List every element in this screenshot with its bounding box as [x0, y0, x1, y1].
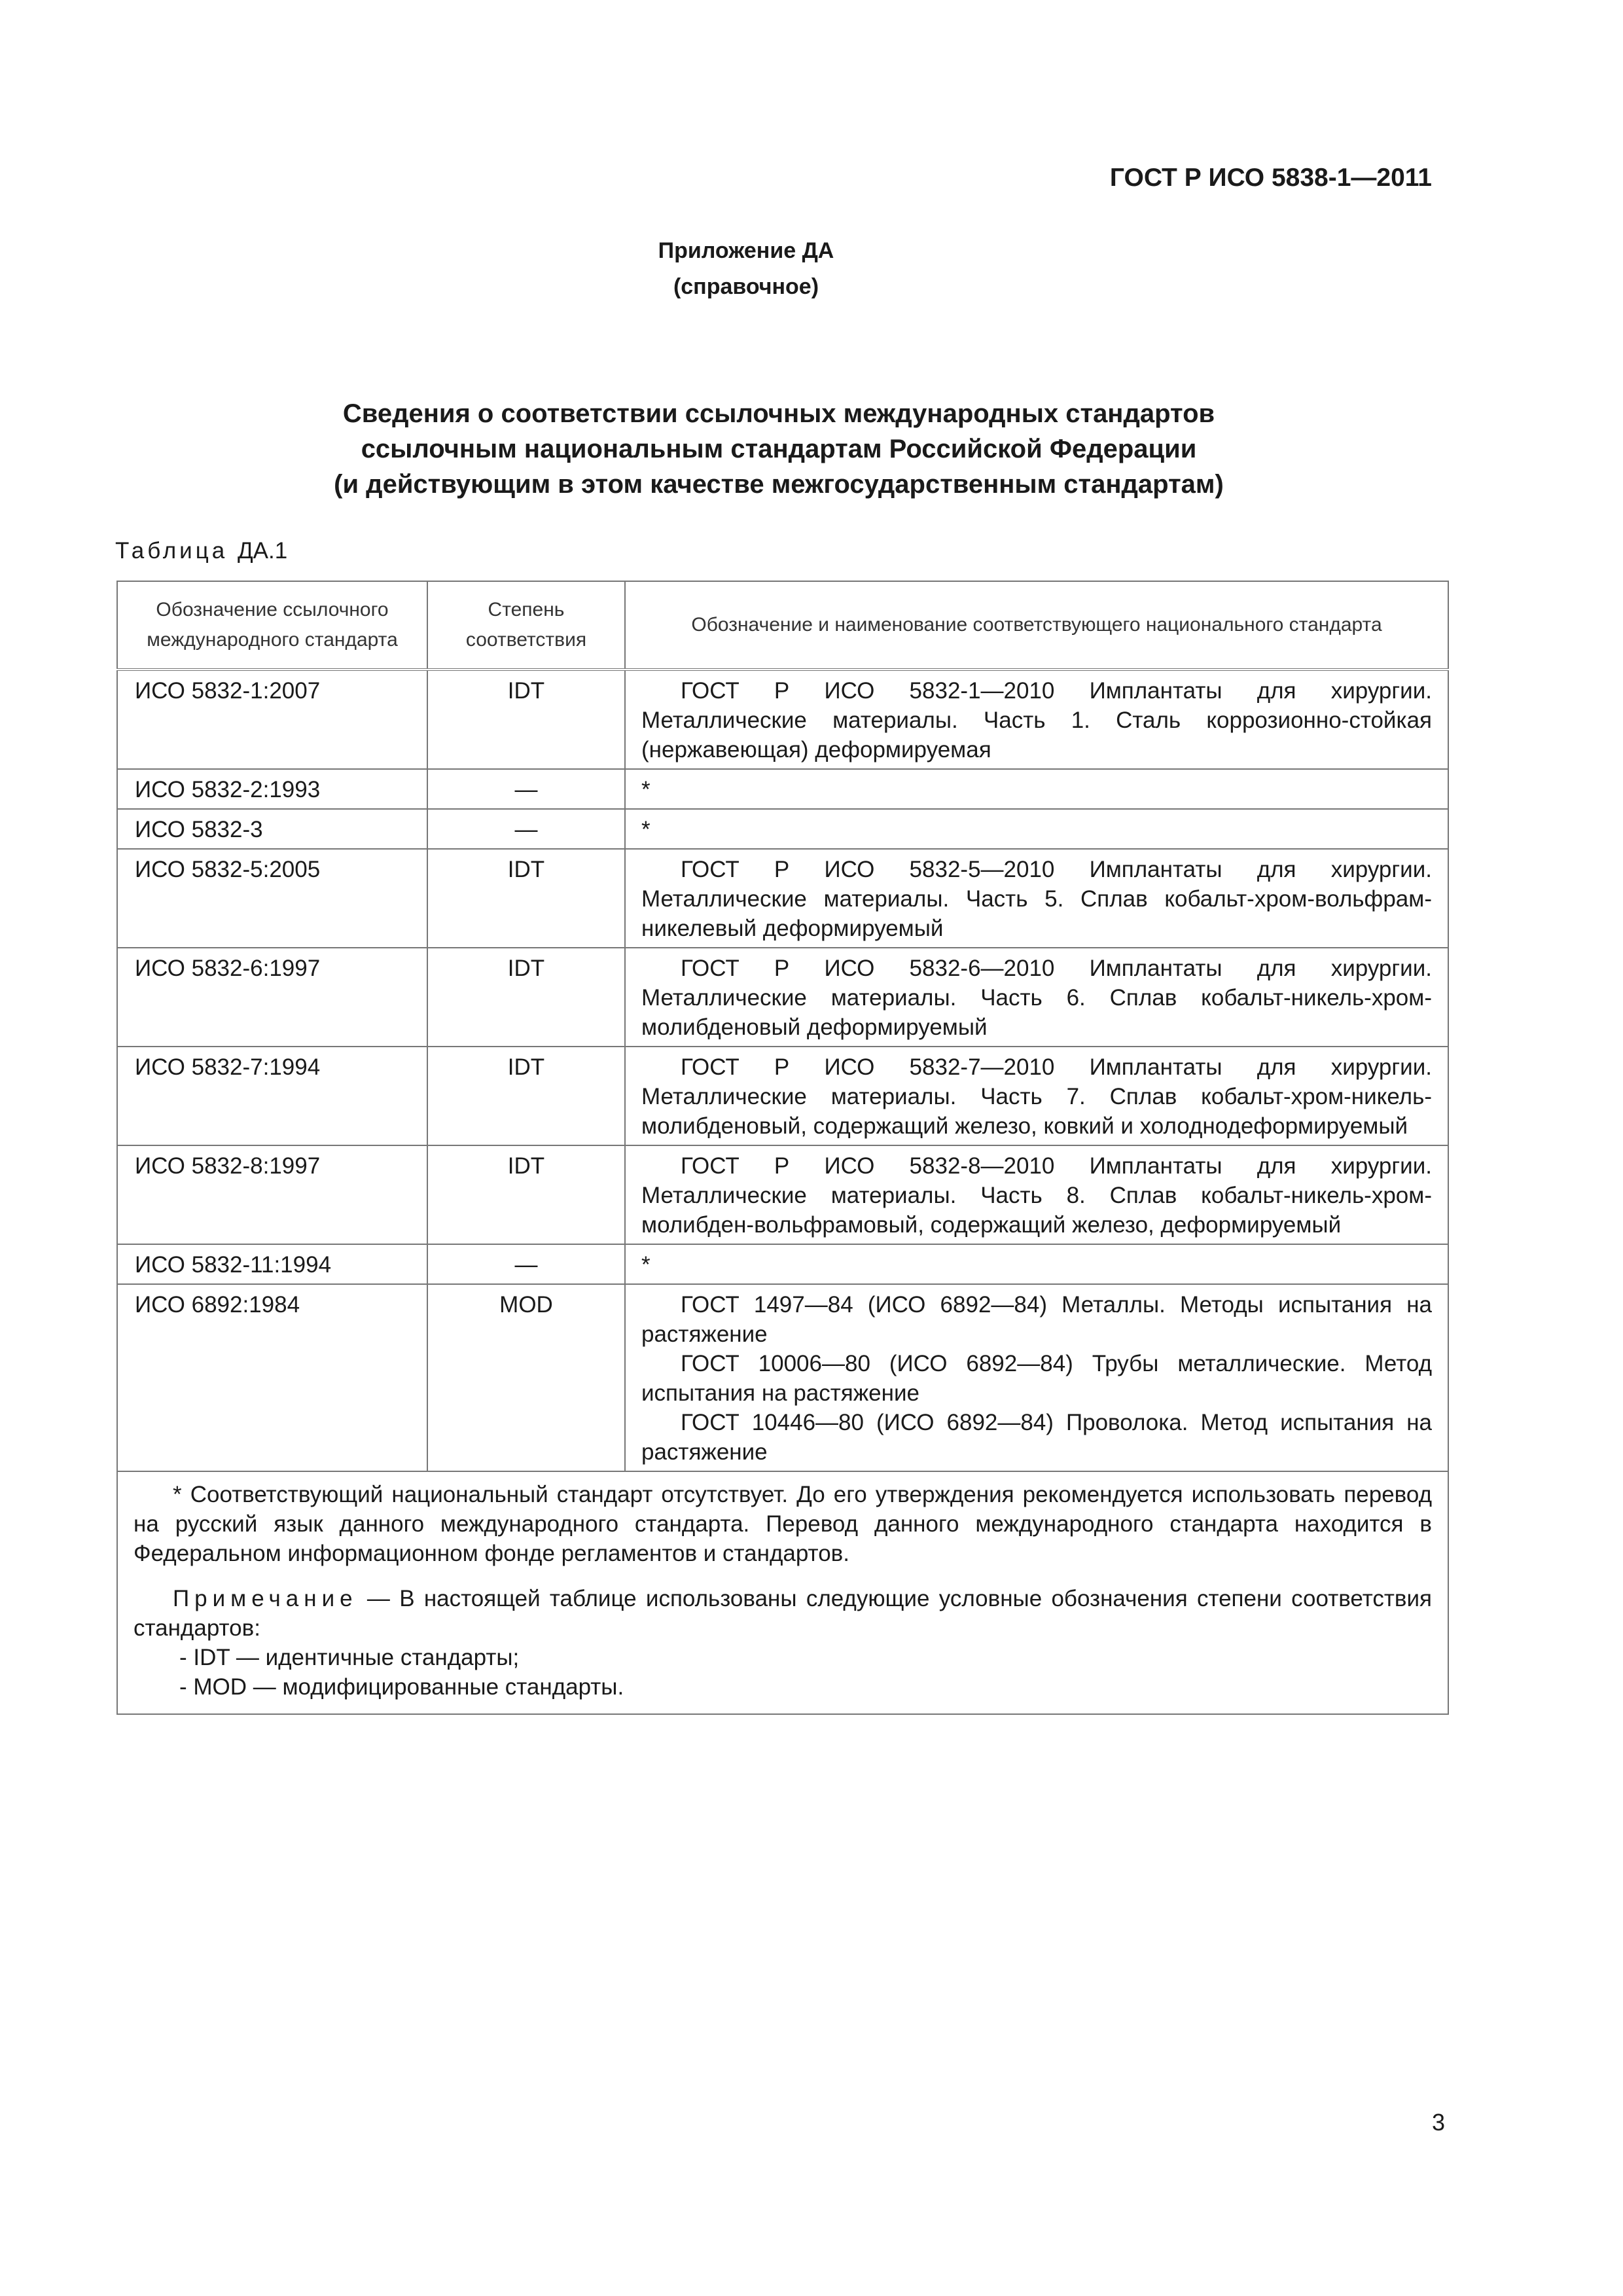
national-standard-cell: *	[625, 1244, 1448, 1284]
note-text: — В настоящей таблице использованы следующие условные обозначения степени соответствия стандартов:	[134, 1586, 1432, 1641]
intl-standard-cell: ИСО 5832-11:1994	[117, 1244, 427, 1284]
table-caption-number: ДА.1	[237, 538, 288, 564]
degree-cell: —	[427, 1244, 625, 1284]
national-standard-cell	[625, 849, 1448, 948]
intl-standard-cell: ИСО 5832-7:1994	[117, 1047, 427, 1145]
intl-standard-cell: ИСО 5832-6:1997	[117, 948, 427, 1047]
national-standard-cell	[625, 948, 1448, 1047]
national-standard-text: ГОСТ Р ИСО 5832-1—2010 Имплантаты для хирургии. Металлические материалы. Часть 1. Сталь коррозионно-стойкая (нержавеющая) деформируемая	[641, 678, 1432, 762]
header-intl-line-1: Обозначение ссылочного	[156, 599, 389, 620]
national-standard-cell: *	[625, 809, 1448, 849]
degree-cell: IDT	[427, 670, 625, 769]
intl-standard-cell: ИСО 5832-8:1997	[117, 1145, 427, 1244]
correspondence-table	[116, 581, 1449, 1715]
table-row	[117, 670, 1448, 769]
degree-cell: MOD	[427, 1284, 625, 1471]
section-title-line-3: (и действующим в этом качестве межгосударственным стандартам)	[334, 470, 1224, 499]
note-word: Примечание	[173, 1586, 358, 1611]
table-row	[117, 1284, 1448, 1471]
page-number: 3	[1431, 2109, 1445, 2136]
header-intl-standard	[117, 581, 427, 670]
note	[134, 1584, 1432, 1643]
table-footer-row	[117, 1471, 1448, 1714]
table-row	[117, 1047, 1448, 1145]
footnote: * Соответствующий национальный стандарт отсутствует. До его утверждения рекомендуется использовать перевод на русский язык данного международного стандарта. Перевод данного международного стандарта находится в Федеральном информационном фонде регламентов и стандартов.	[134, 1482, 1432, 1566]
degree-cell: IDT	[427, 948, 625, 1047]
national-standard-text: ГОСТ Р ИСО 5832-8—2010 Имплантаты для хирургии. Металлические материалы. Часть 8. Сплав кобальт-никель-хром-молибден-вольфрамовый, содержащий железо, деформируемый	[641, 1153, 1432, 1238]
degree-cell: IDT	[427, 1047, 625, 1145]
appendix-title: Приложение ДА	[658, 238, 834, 263]
header-intl-line-2: международного стандарта	[147, 629, 398, 651]
document-code: ГОСТ Р ИСО 5838-1—2011	[1109, 164, 1432, 192]
intl-standard-cell: ИСО 5832-3	[117, 809, 427, 849]
header-degree-line-1: Степень	[488, 599, 565, 620]
table-caption	[115, 538, 287, 564]
table-row	[117, 809, 1448, 849]
national-standard-text: ГОСТ Р ИСО 5832-6—2010 Имплантаты для хирургии. Металлические материалы. Часть 6. Сплав кобальт-никель-хром-молибденовый деформируемый	[641, 956, 1432, 1040]
section-title	[0, 396, 1558, 502]
table-header-row	[117, 581, 1448, 670]
intl-standard-cell: ИСО 5832-2:1993	[117, 769, 427, 809]
table-row	[117, 948, 1448, 1047]
note-item-idt: - IDT — идентичные стандарты;	[179, 1645, 520, 1670]
table-row	[117, 769, 1448, 809]
national-standard-cell	[625, 1284, 1448, 1471]
table-row	[117, 849, 1448, 948]
note-item-mod: - MOD — модифицированные стандарты.	[179, 1674, 624, 1700]
degree-cell: —	[427, 809, 625, 849]
header-degree-line-2: соответствия	[465, 629, 587, 651]
national-standard-text: ГОСТ 10006—80 (ИСО 6892—84) Трубы металлические. Метод испытания на растяжение	[641, 1351, 1432, 1406]
national-standard-cell	[625, 1047, 1448, 1145]
appendix-type: (справочное)	[673, 274, 819, 299]
intl-standard-cell: ИСО 5832-1:2007	[117, 670, 427, 769]
header-national-standard: Обозначение и наименование соответствующего национального стандарта	[625, 581, 1448, 670]
table-caption-word: Таблица	[115, 538, 228, 564]
national-standard-cell: *	[625, 769, 1448, 809]
national-standard-text: ГОСТ Р ИСО 5832-5—2010 Имплантаты для хирургии. Металлические материалы. Часть 5. Сплав кобальт-хром-вольфрам-никелевый деформируемый	[641, 857, 1432, 941]
national-standard-text: ГОСТ 10446—80 (ИСО 6892—84) Проволока. Метод испытания на растяжение	[641, 1410, 1432, 1465]
national-standard-cell	[625, 670, 1448, 769]
table-footer	[117, 1471, 1448, 1714]
header-degree	[427, 581, 625, 670]
degree-cell: —	[427, 769, 625, 809]
degree-cell: IDT	[427, 849, 625, 948]
intl-standard-cell: ИСО 6892:1984	[117, 1284, 427, 1471]
degree-cell: IDT	[427, 1145, 625, 1244]
intl-standard-cell: ИСО 5832-5:2005	[117, 849, 427, 948]
table-row	[117, 1244, 1448, 1284]
national-standard-cell	[625, 1145, 1448, 1244]
national-standard-text: ГОСТ Р ИСО 5832-7—2010 Имплантаты для хирургии. Металлические материалы. Часть 7. Сплав кобальт-хром-никель-молибденовый, содержащий железо, ковкий и холоднодеформируемый	[641, 1054, 1432, 1139]
table-row	[117, 1145, 1448, 1244]
section-title-line-1: Сведения о соответствии ссылочных международных стандартов	[342, 399, 1215, 428]
national-standard-text: ГОСТ 1497—84 (ИСО 6892—84) Металлы. Методы испытания на растяжение	[641, 1292, 1432, 1347]
section-title-line-2: ссылочным национальным стандартам Российской Федерации	[361, 435, 1197, 463]
